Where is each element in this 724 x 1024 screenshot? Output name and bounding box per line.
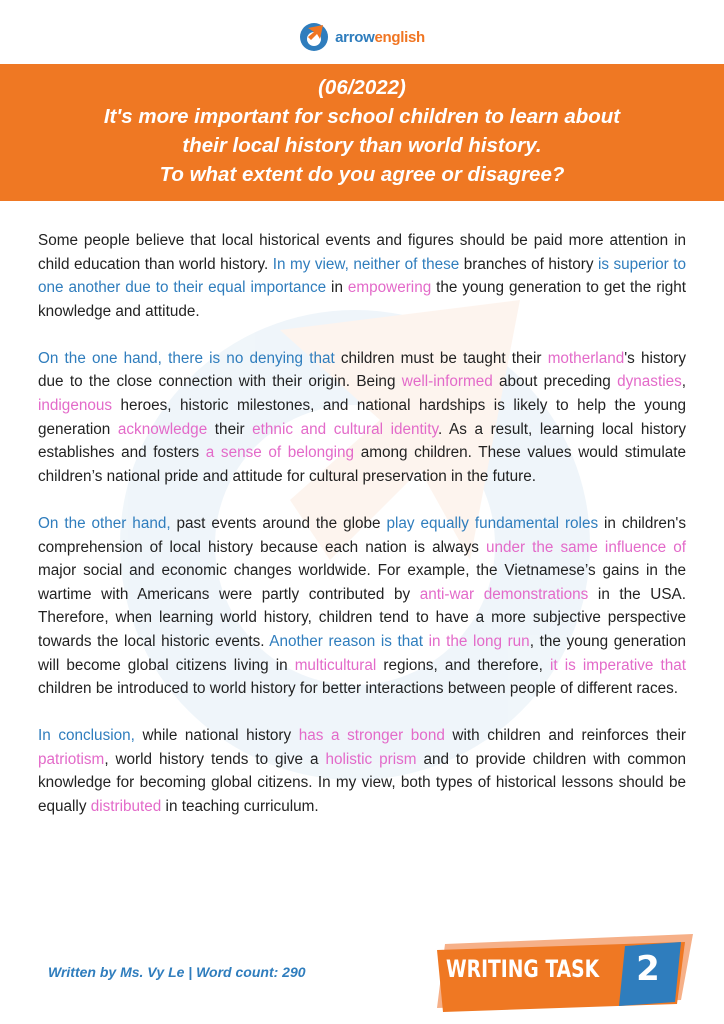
- text-run: 's history due to the close connection with their origin. Being: [38, 349, 686, 391]
- highlighted-phrase: distributed: [90, 797, 162, 815]
- text-run: the young generation to get the right knowledge and attitude.: [38, 279, 687, 320]
- highlighted-phrase: ethnic and cultural identity: [252, 420, 438, 438]
- text-run: branches of history: [459, 255, 598, 273]
- text-run: and to provide children with common knowledge for becoming global citizens. In my view, both types of historical lessons should be equally: [38, 750, 686, 815]
- text-run: regions, and therefore,: [376, 656, 550, 674]
- highlighted-phrase: empowering: [347, 279, 432, 297]
- text-run: heroes, historic milestones, and national hardships is likely to help the young generation: [38, 397, 686, 438]
- essay-paragraph-intro: [38, 229, 686, 323]
- highlighted-phrase: In conclusion,: [38, 727, 135, 745]
- highlighted-phrase: a sense of belonging: [205, 444, 355, 462]
- highlighted-phrase: holistic prism: [325, 750, 417, 768]
- text-run: past events around the globe: [170, 514, 387, 532]
- highlighted-phrase: motherland: [547, 349, 625, 367]
- text-run: their: [207, 420, 253, 438]
- text-run: in the USA. Therefore, when learning world history, children tend to have a more subjective perspective towards the local historic events.: [38, 585, 686, 650]
- highlighted-phrase: under the same influence of: [485, 538, 686, 556]
- text-run: in children's comprehension of local history because each nation is always: [38, 514, 686, 556]
- text-run: Some people believe that local historical events and figures should be paid more attention in child education than world history.: [38, 232, 686, 273]
- essay-paragraph-body2: [38, 512, 686, 701]
- highlighted-phrase: acknowledge: [117, 420, 208, 438]
- highlighted-phrase: anti-war demonstrations: [419, 585, 589, 603]
- essay-body: [38, 229, 686, 842]
- badge-label: WRITING TASK: [446, 955, 600, 983]
- prompt-line-3: To what extent do you agree or disagree?: [159, 163, 565, 186]
- text-run: . As a result, learning local history establishes and fosters: [38, 420, 686, 462]
- highlighted-phrase: On the one hand, there is no denying that: [38, 349, 335, 367]
- highlighted-phrase: patriotism: [38, 750, 105, 768]
- highlighted-phrase: On the other hand,: [38, 514, 171, 532]
- highlighted-phrase: play equally fundamental roles: [386, 514, 599, 532]
- text-run: about preceding: [492, 373, 618, 391]
- brand-logo: [0, 22, 724, 52]
- author-credit: Written by Ms. Vy Le | Word count: 290: [48, 964, 306, 980]
- highlighted-phrase: in the long run: [428, 632, 530, 650]
- arrow-logo-icon: [299, 22, 329, 52]
- highlighted-phrase: Another reason is that: [269, 632, 424, 650]
- text-run: children be introduced to world history for better interactions between people of different races.: [38, 680, 679, 698]
- highlighted-phrase: well-informed: [401, 373, 493, 391]
- essay-paragraph-body1: [38, 347, 686, 489]
- text-run: in teaching curriculum.: [161, 797, 319, 815]
- badge-number: 2: [636, 949, 660, 989]
- prompt-line-1: It's more important for school children to learn about: [103, 105, 621, 128]
- prompt-date: (06/2022): [318, 76, 406, 99]
- text-run: with children and reinforces their: [444, 727, 687, 745]
- highlighted-phrase: dynasties: [617, 373, 682, 391]
- text-run: among children. These values would stimulate children’s national pride and attitude for cultural preservation in the future.: [38, 444, 686, 485]
- highlighted-phrase: multicultural: [294, 656, 377, 674]
- text-run: ,: [681, 373, 686, 391]
- highlighted-phrase: it is imperative that: [550, 656, 686, 674]
- essay-paragraph-conclusion: [38, 724, 686, 818]
- text-run: while national history: [134, 727, 299, 745]
- text-run: children must be taught their: [334, 349, 548, 367]
- highlighted-phrase: indigenous: [38, 397, 112, 415]
- highlighted-phrase: has a stronger bond: [298, 727, 445, 745]
- highlighted-phrase: is superior to one another due to their equal importance: [38, 255, 687, 297]
- text-run: in: [326, 279, 348, 297]
- prompt-banner: [0, 64, 724, 201]
- highlighted-phrase: In my view, neither of these: [272, 255, 460, 273]
- prompt-line-2: their local history than world history.: [182, 134, 542, 157]
- brand-name: arrowenglish: [335, 28, 425, 46]
- text-run: , the young generation will become global citizens living in: [38, 632, 687, 674]
- text-run: major social and economic changes worldwide. For example, the Vietnamese’s gains in the wartime with Americans were partly contributed by: [38, 562, 686, 603]
- text-run: , world history tends to give a: [104, 750, 326, 768]
